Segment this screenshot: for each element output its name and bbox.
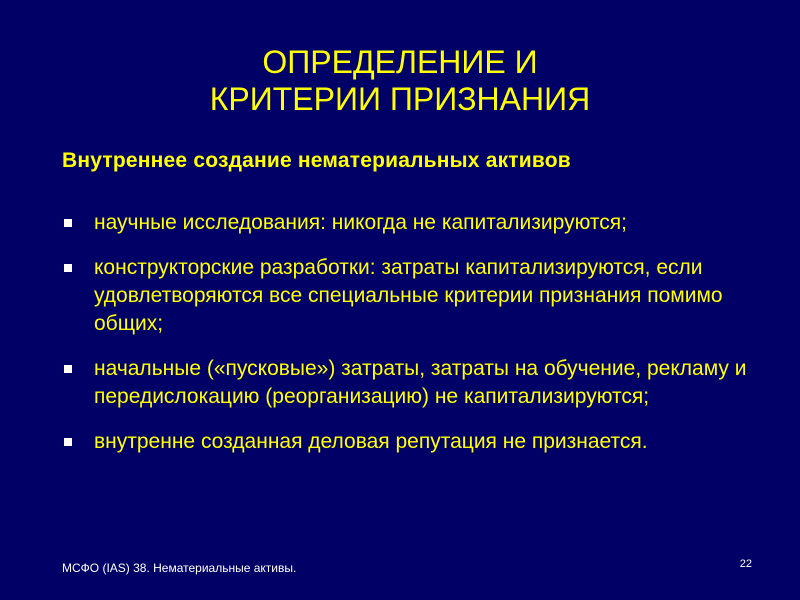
bullet-item-startup-costs — [62, 355, 778, 411]
bullet-item-research — [62, 209, 778, 237]
bullet-item-development — [62, 254, 778, 338]
page-number: 22 — [739, 558, 752, 570]
slide-title — [0, 44, 800, 118]
square-bullet-icon — [64, 264, 72, 272]
bullet-text: научные исследования: никогда не капитализируются; — [94, 211, 627, 234]
slide-subtitle: Внутреннее создание нематериальных активов — [62, 149, 571, 172]
bullet-list — [62, 209, 778, 473]
square-bullet-icon — [64, 365, 72, 373]
slide-title-line-2: КРИТЕРИИ ПРИЗНАНИЯ — [209, 81, 591, 117]
bullet-text: начальные («пусковые») затраты, затраты на обучение, рекламу и передислокацию (реорганизацию) не капитализируются; — [94, 357, 747, 408]
bullet-text: внутренне созданная деловая репутация не признается. — [94, 430, 648, 453]
bullet-item-goodwill — [62, 428, 778, 456]
square-bullet-icon — [64, 219, 72, 227]
footer-source: МСФО (IAS) 38. Нематериальные активы. — [62, 561, 297, 575]
bullet-text: конструкторские разработки: затраты капитализируются, если удовлетворяются все специальные критерии признания помимо общих; — [94, 256, 723, 335]
square-bullet-icon — [64, 438, 72, 446]
slide-title-line-1: ОПРЕДЕЛЕНИЕ И — [262, 44, 538, 80]
